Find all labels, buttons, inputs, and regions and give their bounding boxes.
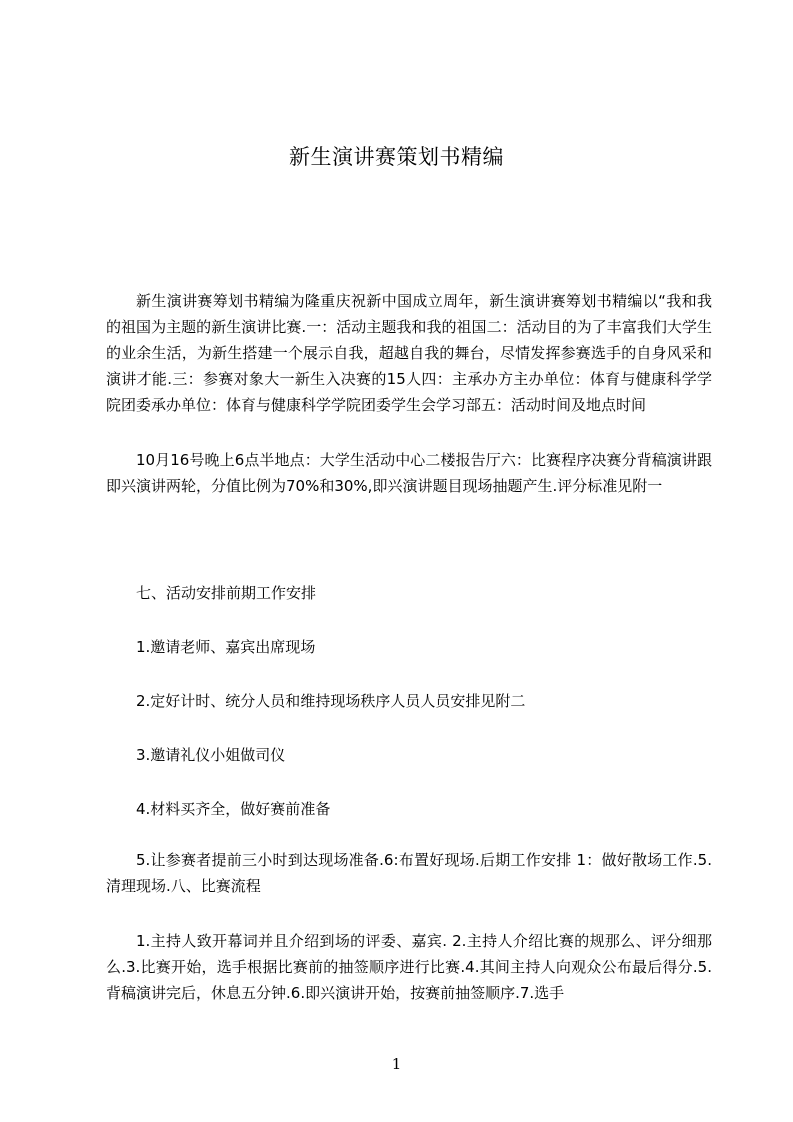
document-title: 新生演讲赛策划书精编 xyxy=(289,145,504,169)
list-item-staff: 2.定好计时、统分人员和维持现场秩序人员人员安排见附二 xyxy=(136,692,526,710)
list-item-materials: 4.材料买齐全，做好赛前准备 xyxy=(136,800,331,818)
paragraph-intro: 新生演讲赛筹划书精编为隆重庆祝新中国成立周年，新生演讲赛筹划书精编以“我和我的祖国为主题的新生演讲比赛.一：活动主题我和我的祖国二：活动目的为了丰富我们大学生的业余生活，为新生搭建一个展示自我，超越自我的舞台，尽情发挥参赛选手的自身风采和演讲才能.三：参赛对象大一新生入决赛的15人四：主承办方主办单位：体育与健康科学学院团委承办单位：体育与健康科学学院团委学生会学习部五：活动时间及地点时间 xyxy=(106,292,712,414)
paragraph-schedule: 10月16号晚上6点半地点：大学生活动中心二楼报告厅六：比赛程序决赛分背稿演讲跟即兴演讲两轮，分值比例为70%和30%,即兴演讲题目现场抽题产生.评分标准见附一 xyxy=(106,451,712,495)
paragraph-procedure: 1.主持人致开幕词并且介绍到场的评委、嘉宾. 2.主持人介绍比赛的规那么、评分细那么.3.比赛开始，选手根据比赛前的抽签顺序进行比赛.4.其间主持人向观众公布最后得分.5.背稿演讲完后，休息五分钟.6.即兴演讲开始，按赛前抽签顺序.7.选手 xyxy=(106,932,712,1002)
paragraph-section-seven: 七、活动安排前期工作安排 xyxy=(136,584,317,602)
list-item-invite-guests: 1.邀请老师、嘉宾出席现场 xyxy=(136,638,316,656)
list-item-host: 3.邀请礼仪小姐做司仪 xyxy=(136,746,286,764)
page-number: 1 xyxy=(391,1055,402,1073)
paragraph-preparation: 5.让参赛者提前三小时到达现场准备.6:布置好现场.后期工作安排 1：做好散场工作.5.清理现场.八、比赛流程 xyxy=(106,851,712,895)
